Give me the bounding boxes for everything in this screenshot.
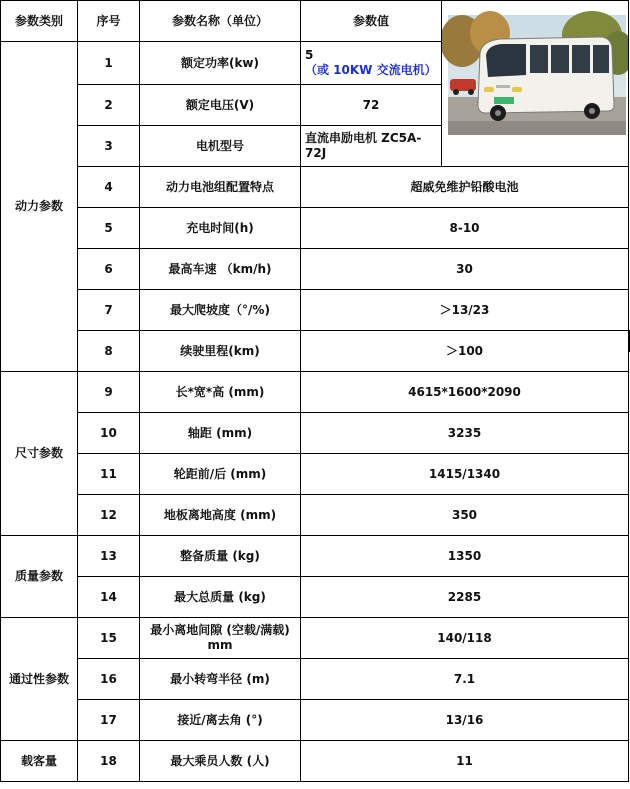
row-index: 9 [78, 372, 140, 413]
row-name: 续驶里程(km) [140, 331, 301, 372]
row-value: 4615*1600*2090 [301, 372, 629, 413]
row-name: 最大乘员人数 (人) [140, 741, 301, 782]
table-row [1, 577, 629, 618]
row-value: 140/118 [301, 618, 629, 659]
row-name: 动力电池组配置特点 [140, 167, 301, 208]
row-value: 350 [301, 495, 629, 536]
row-name: 最大总质量 (kg) [140, 577, 301, 618]
row-name: 电机型号 [140, 126, 301, 167]
row-name: 最小转弯半径 (m) [140, 659, 301, 700]
table-row [1, 331, 629, 372]
table-row [1, 659, 629, 700]
row-index: 10 [78, 413, 140, 454]
table-row [1, 536, 629, 577]
row-index: 15 [78, 618, 140, 659]
row-value [301, 42, 442, 85]
table-row [1, 208, 629, 249]
table-row [1, 618, 629, 659]
row-index: 7 [78, 290, 140, 331]
row-value: 2285 [301, 577, 629, 618]
row-name: 最小离地间隙 (空载/满载) mm [140, 618, 301, 659]
row-value: 72 [301, 85, 442, 126]
row-index: 18 [78, 741, 140, 782]
table-row [1, 290, 629, 331]
category-size: 尺寸参数 [1, 372, 78, 536]
row-index: 13 [78, 536, 140, 577]
row-index: 1 [78, 42, 140, 85]
value-main: 5 [305, 48, 314, 62]
table-row [1, 741, 629, 782]
row-name: 轮距前/后 (mm) [140, 454, 301, 495]
row-value: 13/16 [301, 700, 629, 741]
row-index: 11 [78, 454, 140, 495]
table-row [1, 495, 629, 536]
row-name: 接近/离去角 (°) [140, 700, 301, 741]
category-passability: 通过性参数 [1, 618, 78, 741]
row-value: ＞100 [301, 331, 629, 372]
row-name: 最大爬坡度（°/%) [140, 290, 301, 331]
header-name: 参数名称（单位） [140, 1, 301, 42]
row-name: 最高车速 （km/h) [140, 249, 301, 290]
row-value: 11 [301, 741, 629, 782]
row-index: 5 [78, 208, 140, 249]
table-row [1, 454, 629, 495]
row-value: 超威免维护铅酸电池 [301, 167, 629, 208]
row-index: 4 [78, 167, 140, 208]
row-name: 充电时间(h) [140, 208, 301, 249]
table-row [1, 700, 629, 741]
row-name: 轴距 (mm) [140, 413, 301, 454]
table-row [1, 413, 629, 454]
table-row [1, 167, 629, 208]
category-capacity: 载客量 [1, 741, 78, 782]
row-index: 14 [78, 577, 140, 618]
row-index: 8 [78, 331, 140, 372]
row-value: ＞13/23 [301, 290, 629, 331]
category-power: 动力参数 [1, 42, 78, 372]
row-value: 1350 [301, 536, 629, 577]
row-name: 额定电压(V) [140, 85, 301, 126]
row-index: 2 [78, 85, 140, 126]
table-row [1, 249, 629, 290]
row-value: 30 [301, 249, 629, 290]
row-name: 地板离地高度 (mm) [140, 495, 301, 536]
table-row [1, 372, 629, 413]
header-category: 参数类别 [1, 1, 78, 42]
header-index: 序号 [78, 1, 140, 42]
value-note: （或 10KW 交流电机） [305, 63, 437, 77]
row-value: 1415/1340 [301, 454, 629, 495]
row-name: 整备质量 (kg) [140, 536, 301, 577]
header-value: 参数值 [301, 1, 442, 42]
row-name: 额定功率(kw) [140, 42, 301, 85]
row-value: 3235 [301, 413, 629, 454]
row-value: 直流串励电机 ZC5A-72J [301, 126, 442, 167]
row-value: 7.1 [301, 659, 629, 700]
row-index: 17 [78, 700, 140, 741]
shuttle-bus-icon [442, 1, 629, 162]
category-mass: 质量参数 [1, 536, 78, 618]
row-name: 长*宽*高 (mm) [140, 372, 301, 413]
row-index: 3 [78, 126, 140, 167]
row-index: 6 [78, 249, 140, 290]
row-index: 12 [78, 495, 140, 536]
vehicle-photo [442, 1, 629, 167]
header-row [1, 1, 629, 42]
row-value: 8-10 [301, 208, 629, 249]
row-index: 16 [78, 659, 140, 700]
